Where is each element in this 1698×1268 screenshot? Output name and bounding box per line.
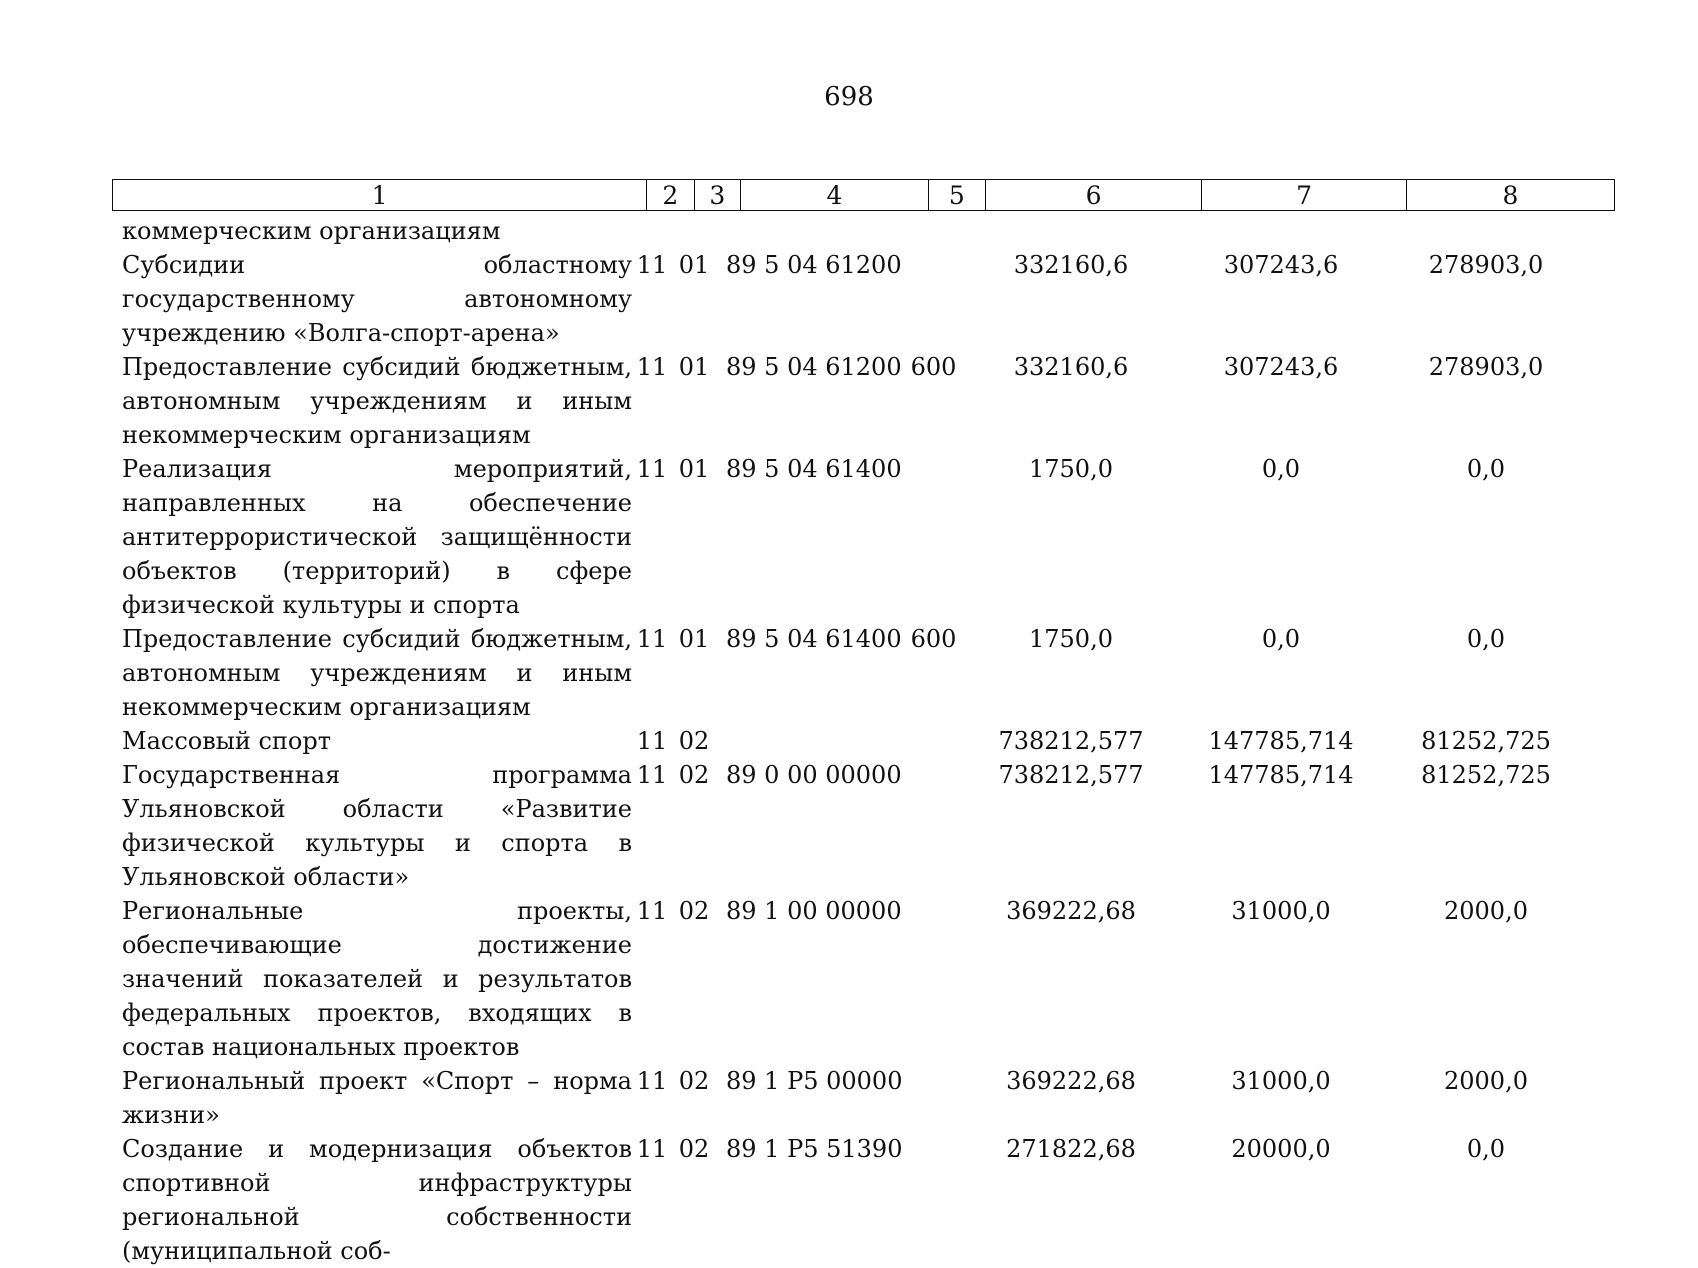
table-row — [122, 758, 1622, 894]
row-target-code: 89 5 04 61400 — [726, 455, 902, 483]
row-amount-col7: 147785,714 — [1208, 761, 1354, 789]
row-amount-col6: 369222,68 — [1006, 897, 1136, 925]
row-section: 11 — [636, 761, 668, 789]
row-amount-col6: 332160,6 — [1013, 353, 1129, 381]
row-expense-type: 600 — [910, 625, 957, 653]
row-amount-col8: 0,0 — [1466, 625, 1506, 653]
page-number: 698 — [824, 82, 874, 112]
row-amount-col6: 332160,6 — [1013, 251, 1129, 279]
row-target-code: 89 1 P5 00000 — [726, 1067, 903, 1095]
row-section: 11 — [636, 727, 668, 755]
row-subsection: 02 — [678, 1135, 710, 1163]
row-amount-col7: 307243,6 — [1223, 353, 1339, 381]
table-row — [122, 622, 1622, 724]
table-row — [122, 724, 1622, 758]
row-section: 11 — [636, 897, 668, 925]
row-amount-col6: 1750,0 — [1029, 625, 1113, 653]
row-subsection: 01 — [678, 353, 710, 381]
row-amount-col7: 0,0 — [1261, 625, 1301, 653]
row-expense-type — [906, 1064, 961, 1132]
row-section — [632, 214, 672, 248]
row-amount-col8: 0,0 — [1466, 455, 1506, 483]
row-expense-type — [906, 1132, 961, 1268]
column-number-4: 4 — [741, 180, 929, 211]
row-amount-col7: 31000,0 — [1231, 897, 1331, 925]
row-amount-col6: 271822,68 — [1006, 1135, 1136, 1163]
row-subsection — [672, 214, 716, 248]
row-section: 11 — [636, 625, 668, 653]
row-expense-type — [906, 758, 961, 894]
budget-table-body — [122, 214, 1622, 1268]
row-amount-col8 — [1381, 214, 1591, 248]
row-amount-col6 — [961, 214, 1181, 248]
row-amount-col7: 31000,0 — [1231, 1067, 1331, 1095]
row-amount-col7: 20000,0 — [1231, 1135, 1331, 1163]
row-target-code: 89 1 P5 51390 — [726, 1135, 903, 1163]
row-subsection: 02 — [678, 897, 710, 925]
row-amount-col6: 1750,0 — [1029, 455, 1113, 483]
row-expense-type — [906, 214, 961, 248]
table-row — [122, 350, 1622, 452]
row-amount-col8: 81252,725 — [1421, 761, 1551, 789]
row-amount-col8: 2000,0 — [1444, 1067, 1528, 1095]
column-number-7: 7 — [1202, 180, 1407, 211]
table-row — [122, 894, 1622, 1064]
row-section: 11 — [636, 353, 668, 381]
row-subsection: 02 — [678, 1067, 710, 1095]
row-section: 11 — [636, 455, 668, 483]
table-row — [122, 248, 1622, 350]
row-name: Государственная программа Ульяновской области «Развитие физической культуры и спорта в Ульяновской области» — [122, 761, 632, 891]
column-number-1: 1 — [371, 180, 388, 210]
row-expense-type — [906, 724, 961, 758]
row-name: Создание и модернизация объектов спортивной инфраструктуры региональной собственности (муниципальной соб- — [122, 1135, 632, 1265]
row-expense-type: 600 — [910, 353, 957, 381]
row-amount-col7: 147785,714 — [1208, 727, 1354, 755]
row-amount-col8: 0,0 — [1466, 1135, 1506, 1163]
row-subsection: 01 — [678, 625, 710, 653]
row-name: Реализация мероприятий, направленных на обеспечение антитеррористической защищённости объектов (территорий) в сфере физической культуры и спорта — [122, 455, 632, 619]
row-amount-col6: 738212,577 — [998, 761, 1144, 789]
row-name: Региональные проекты, обеспечивающие достижение значений показателей и результатов федеральных проектов, входящих в состав национальных проектов — [122, 897, 632, 1061]
column-number-3: 3 — [694, 180, 740, 211]
row-target-code: 89 5 04 61200 — [726, 251, 902, 279]
row-amount-col8: 2000,0 — [1444, 897, 1528, 925]
row-target-code — [716, 214, 906, 248]
table-row — [122, 214, 1622, 248]
column-number-8: 8 — [1407, 180, 1615, 211]
row-name: Массовый спорт — [122, 727, 331, 755]
row-expense-type — [906, 894, 961, 1064]
column-number-5: 5 — [928, 180, 985, 211]
row-amount-col8: 81252,725 — [1421, 727, 1551, 755]
row-target-code: 89 0 00 00000 — [726, 761, 902, 789]
table-row — [122, 1132, 1622, 1268]
row-name: Предоставление субсидий бюджетным, автономным учреждениям и иным некоммерческим организациям — [122, 353, 632, 449]
row-subsection: 01 — [678, 455, 710, 483]
column-number-row — [113, 180, 1615, 211]
row-name: Предоставление субсидий бюджетным, автономным учреждениям и иным некоммерческим организациям — [122, 625, 632, 721]
row-amount-col8: 278903,0 — [1428, 353, 1544, 381]
row-target-code: 89 5 04 61400 — [726, 625, 902, 653]
row-amount-col8: 278903,0 — [1428, 251, 1544, 279]
row-amount-col6: 738212,577 — [998, 727, 1144, 755]
row-subsection: 01 — [678, 251, 710, 279]
row-name: Региональный проект «Спорт – норма жизни» — [122, 1067, 632, 1129]
column-header-table — [112, 179, 1615, 211]
row-subsection: 02 — [678, 761, 710, 789]
table-row — [122, 452, 1622, 622]
row-subsection: 02 — [678, 727, 710, 755]
row-section: 11 — [636, 1135, 668, 1163]
row-section: 11 — [636, 1067, 668, 1095]
row-expense-type — [906, 248, 961, 350]
row-target-code: 89 5 04 61200 — [726, 353, 902, 381]
row-name: Субсидии областному государственному автономному учреждению «Волга-спорт-арена» — [122, 251, 632, 347]
row-amount-col7: 0,0 — [1261, 455, 1301, 483]
table-row — [122, 1064, 1622, 1132]
row-expense-type — [906, 452, 961, 622]
column-number-6: 6 — [985, 180, 1201, 211]
row-target-code — [716, 724, 906, 758]
row-amount-col6: 369222,68 — [1006, 1067, 1136, 1095]
row-section: 11 — [636, 251, 668, 279]
row-target-code: 89 1 00 00000 — [726, 897, 902, 925]
column-number-2: 2 — [647, 180, 694, 211]
row-name: коммерческим организациям — [122, 217, 501, 245]
row-amount-col7 — [1181, 214, 1381, 248]
row-amount-col7: 307243,6 — [1223, 251, 1339, 279]
